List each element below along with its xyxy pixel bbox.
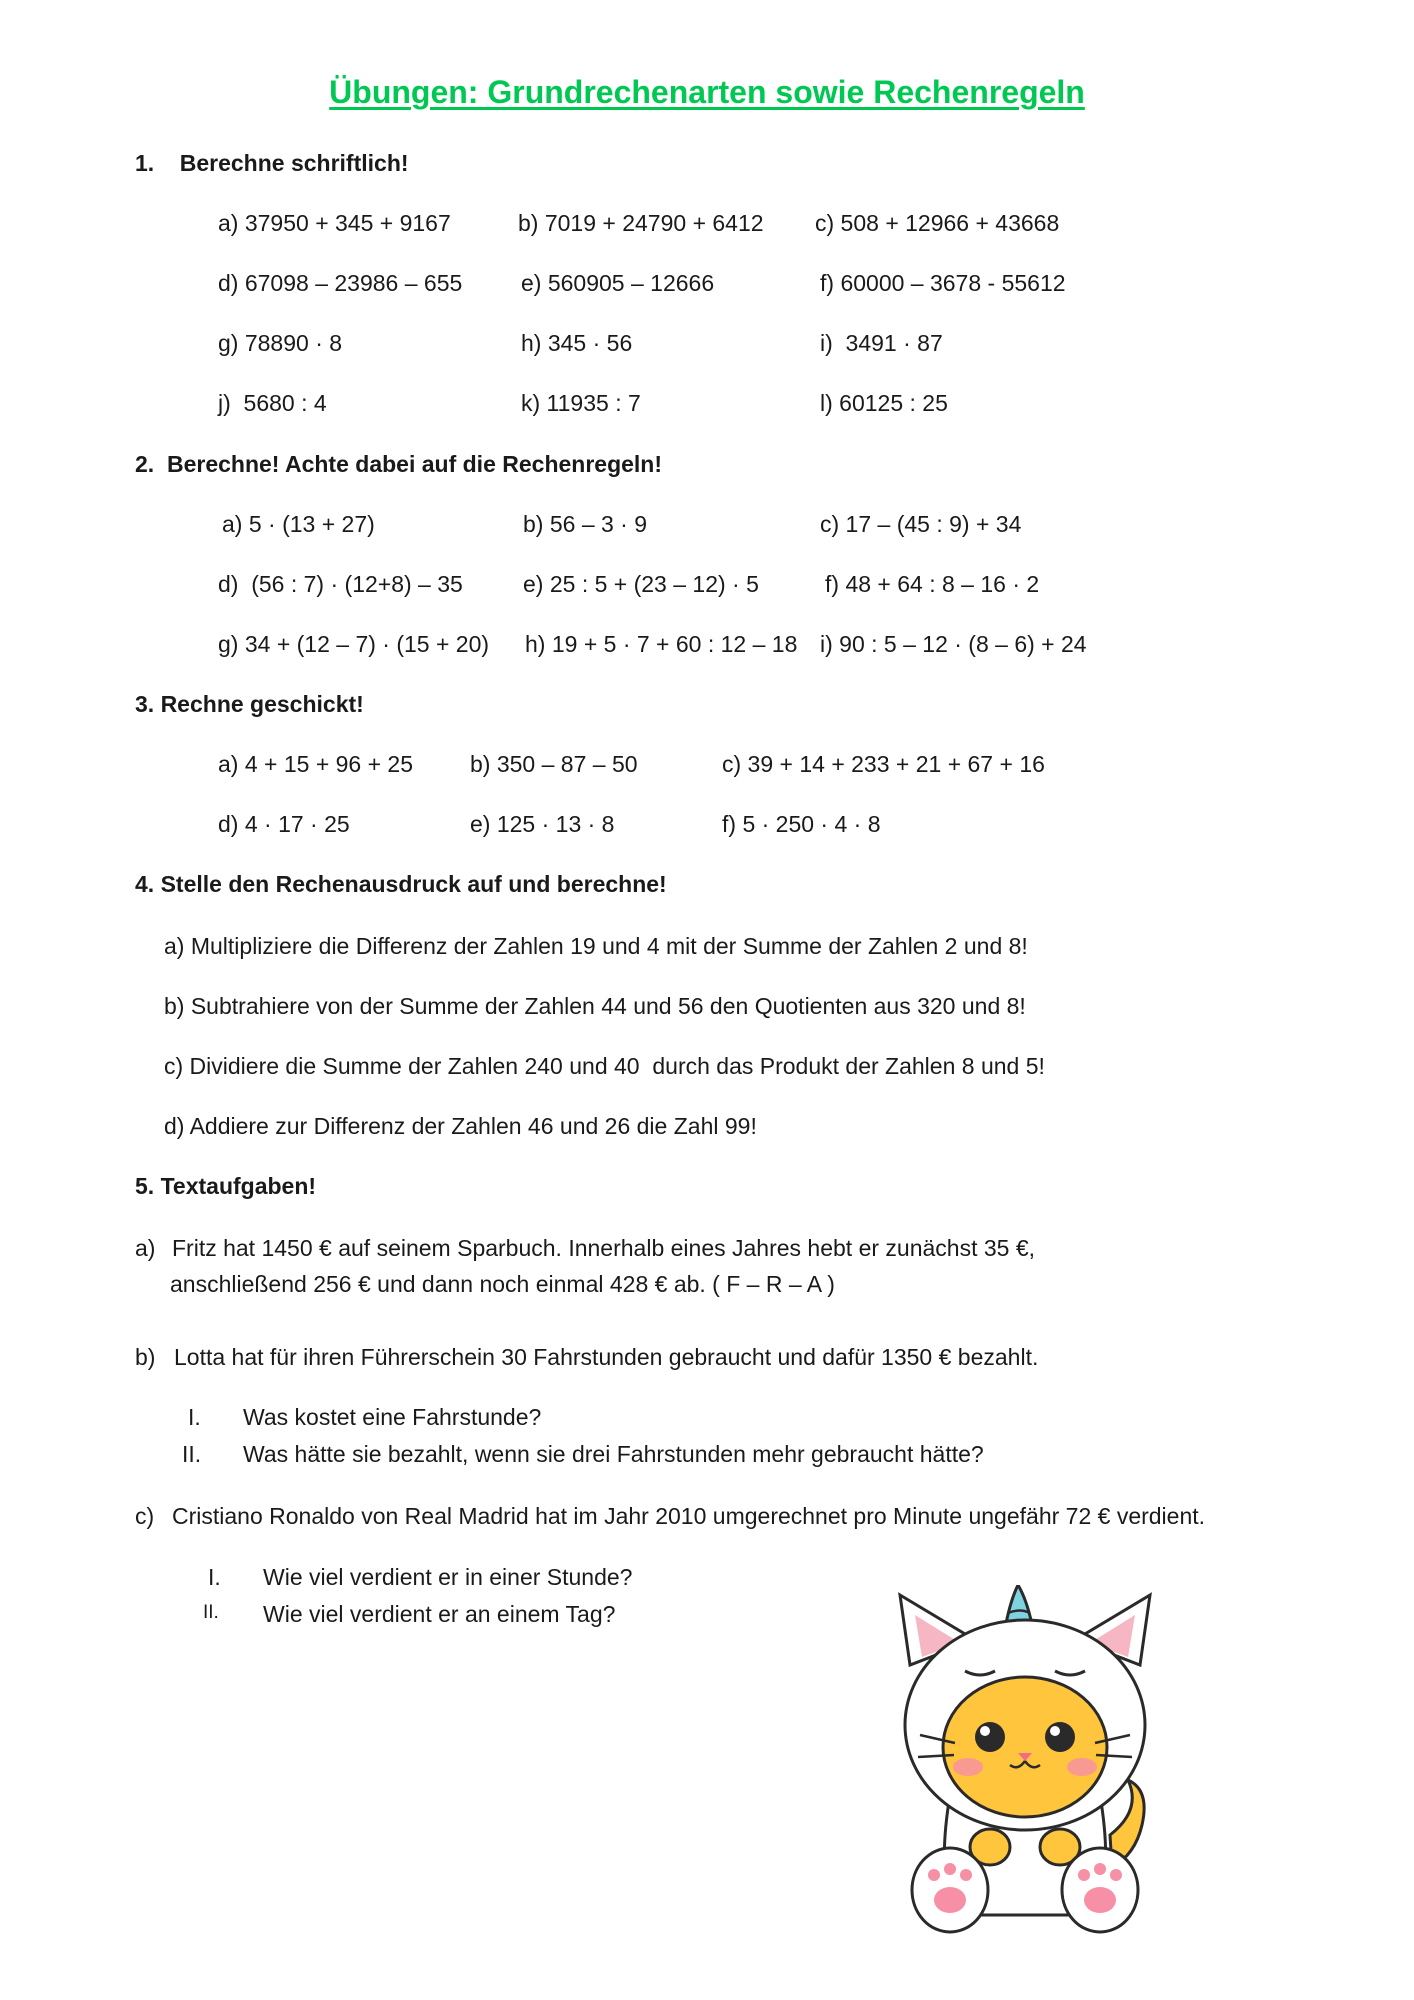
task-5b-sub-2-text: Was hätte sie bezahlt, wenn sie drei Fahrstunden mehr gebraucht hätte? (243, 1441, 984, 1467)
exercise-1e: e) 560905 – 12666 (521, 270, 715, 296)
section-2-heading: 2. Berechne! Achte dabei auf die Rechenregeln! (135, 451, 663, 477)
exercise-3f: f) 5 · 250 · 4 · 8 (722, 811, 881, 837)
task-5b-sub-1-num: I. (188, 1404, 201, 1430)
exercise-4c: c) Dividiere die Summe der Zahlen 240 und 40 durch das Produkt der Zahlen 8 und 5! (164, 1053, 1045, 1079)
exercise-2h: h) 19 + 5 · 7 + 60 : 12 – 18 (525, 631, 798, 657)
exercise-4a: a) Multipliziere die Differenz der Zahlen 19 und 4 mit der Summe der Zahlen 2 und 8! (164, 933, 1028, 959)
exercise-1h: h) 345 · 56 (521, 330, 633, 356)
task-5a-label: a) (135, 1235, 156, 1261)
exercise-4b: b) Subtrahiere von der Summe der Zahlen 44 und 56 den Quotienten aus 320 und 8! (164, 993, 1026, 1019)
exercise-2d: d) (56 : 7) · (12+8) – 35 (218, 571, 463, 597)
exercise-1g: g) 78890 · 8 (218, 330, 343, 356)
exercise-3d: d) 4 · 17 · 25 (218, 811, 350, 837)
right-paw-icon (1062, 1848, 1138, 1932)
exercise-1l: l) 60125 : 25 (820, 390, 948, 416)
task-5c-label: c) (135, 1503, 155, 1529)
exercise-1b: b) 7019 + 24790 + 6412 (518, 210, 764, 236)
section-3-heading: 3. Rechne geschickt! (135, 691, 364, 717)
page-title: Übungen: Grundrechenarten sowie Rechenregeln (329, 74, 1085, 110)
task-5c-sub-2-text: Wie viel verdient er an einem Tag? (263, 1601, 616, 1627)
exercise-2f: f) 48 + 64 : 8 – 16 · 2 (825, 571, 1040, 597)
task-5c-text: Cristiano Ronaldo von Real Madrid hat im Jahr 2010 umgerechnet pro Minute ungefähr 72 € verdient. (172, 1503, 1206, 1529)
task-5c-sub-1-text: Wie viel verdient er in einer Stunde? (263, 1564, 633, 1590)
exercise-3e: e) 125 · 13 · 8 (470, 811, 615, 837)
exercise-1a: a) 37950 + 345 + 9167 (218, 210, 451, 236)
exercise-2e: e) 25 : 5 + (23 – 12) · 5 (523, 571, 759, 597)
task-5b-label: b) (135, 1344, 156, 1370)
exercise-3a: a) 4 + 15 + 96 + 25 (218, 751, 414, 777)
right-eye-icon (1045, 1722, 1075, 1752)
task-5a-line-1: Fritz hat 1450 € auf seinem Sparbuch. Innerhalb eines Jahres hebt er zunächst 35 €, (172, 1235, 1036, 1261)
cat-face (943, 1677, 1107, 1817)
section-4-heading: 4. Stelle den Rechenausdruck auf und berechne! (135, 871, 667, 897)
exercise-1d: d) 67098 – 23986 – 655 (218, 270, 463, 296)
exercise-1f: f) 60000 – 3678 - 55612 (820, 270, 1066, 296)
exercise-1i: i) 3491 · 87 (820, 330, 943, 356)
exercise-2c: c) 17 – (45 : 9) + 34 (820, 511, 1022, 537)
section-1-heading: 1. Berechne schriftlich! (135, 150, 409, 176)
exercise-2i: i) 90 : 5 – 12 · (8 – 6) + 24 (820, 631, 1087, 657)
task-5b-text: Lotta hat für ihren Führerschein 30 Fahrstunden gebraucht und dafür 1350 € bezahlt. (174, 1344, 1039, 1370)
task-5c-sub-1-num: I. (208, 1564, 221, 1590)
exercise-4d: d) Addiere zur Differenz der Zahlen 46 und 26 die Zahl 99! (164, 1113, 757, 1139)
exercise-1c: c) 508 + 12966 + 43668 (815, 210, 1060, 236)
exercise-3c: c) 39 + 14 + 233 + 21 + 67 + 16 (722, 751, 1045, 777)
unicorn-kitten-illustration (880, 1585, 1170, 1945)
exercise-1k: k) 11935 : 7 (521, 390, 641, 416)
exercise-1j: j) 5680 : 4 (218, 390, 327, 416)
left-eye-icon (975, 1722, 1005, 1752)
section-5-heading: 5. Textaufgaben! (135, 1173, 317, 1199)
exercise-3b: b) 350 – 87 – 50 (470, 751, 638, 777)
task-5b-sub-1-text: Was kostet eine Fahrstunde? (243, 1404, 542, 1430)
exercise-2b: b) 56 – 3 · 9 (523, 511, 648, 537)
task-5a-line-2: anschließend 256 € und dann noch einmal 428 € ab. ( F – R – A ) (170, 1271, 835, 1297)
left-paw-icon (912, 1848, 988, 1932)
exercise-2g: g) 34 + (12 – 7) · (15 + 20) (218, 631, 490, 657)
task-5b-sub-2-num: II. (182, 1441, 202, 1467)
exercise-2a: a) 5 · (13 + 27) (222, 511, 375, 537)
task-5c-sub-2-num: II. (203, 1602, 219, 1623)
